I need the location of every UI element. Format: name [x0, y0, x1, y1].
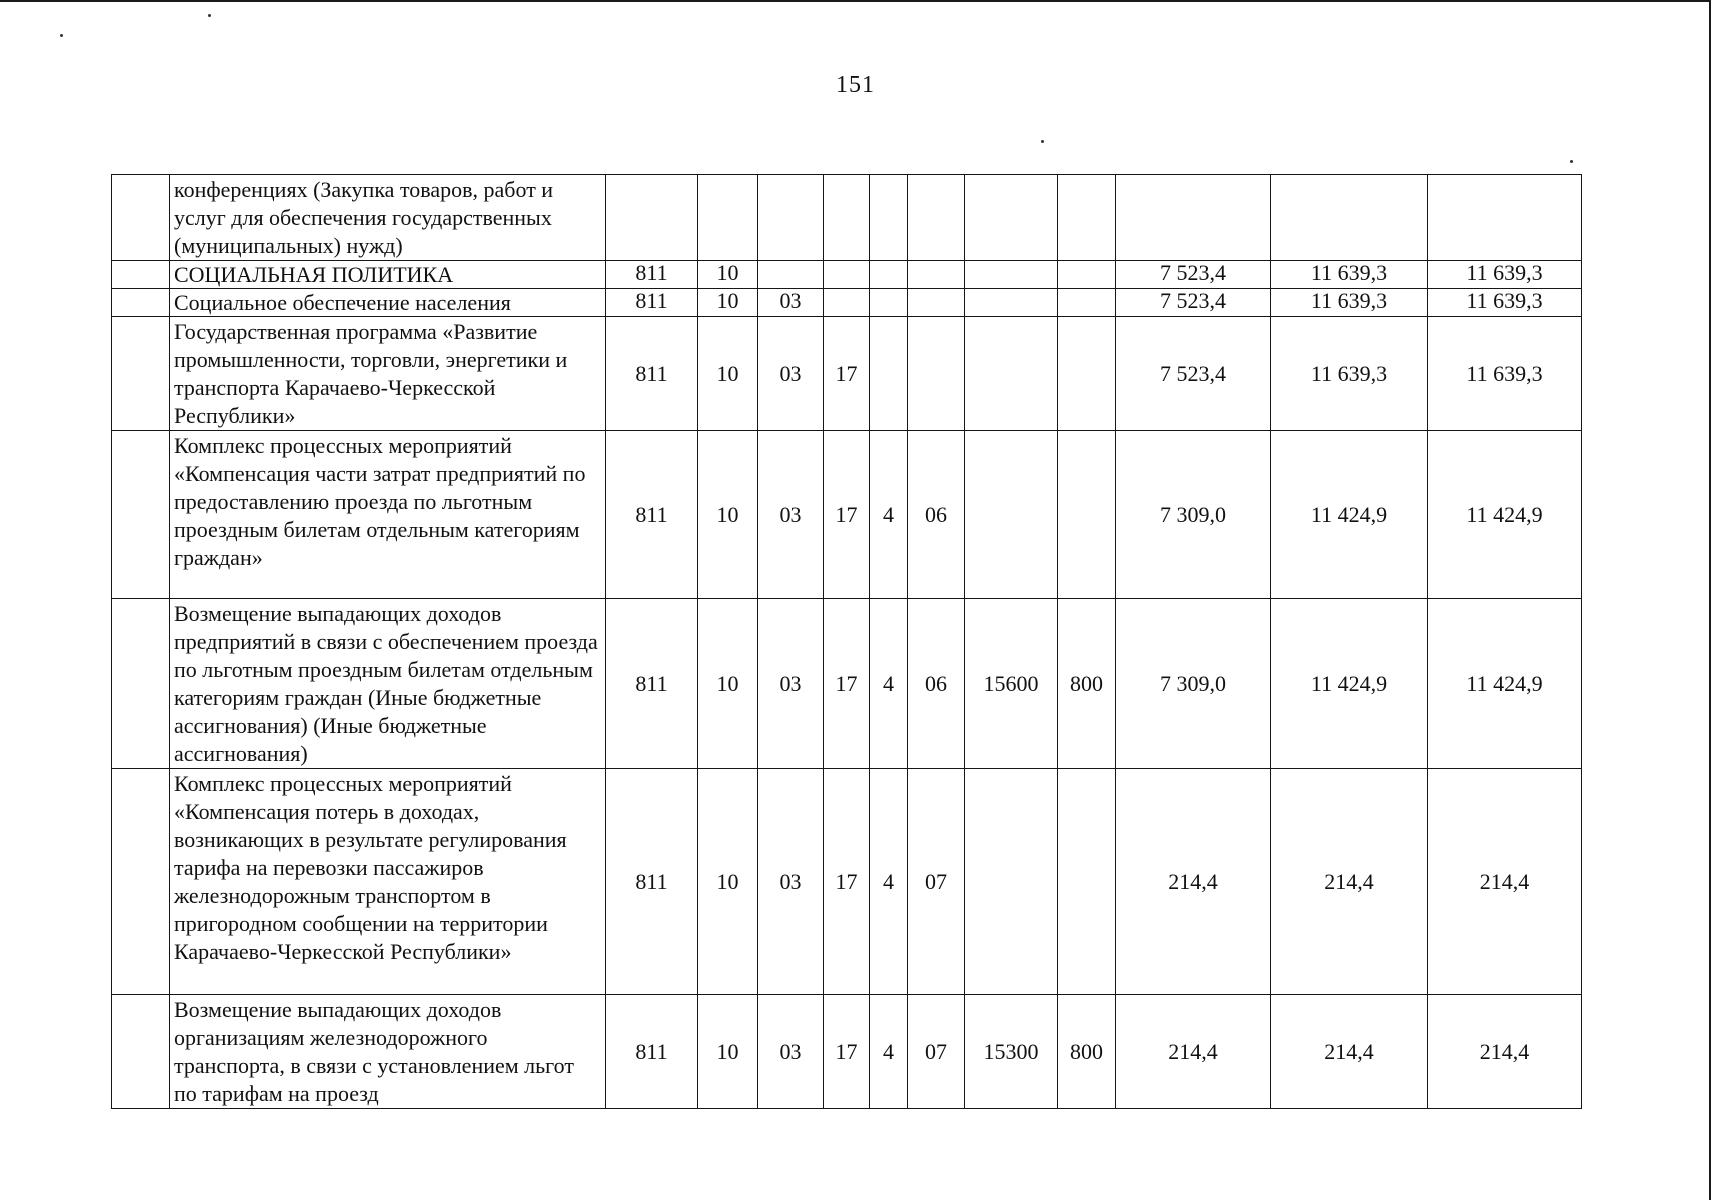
- amount-year3-cell: 11 639,3: [1428, 317, 1582, 431]
- amount-year2-cell: [1271, 175, 1428, 261]
- direction-cell: [965, 175, 1058, 261]
- amount-year3-cell: 11 639,3: [1428, 261, 1582, 289]
- item-name-cell: Возмещение выпадающих доходов предприятий в связи с обеспечением проезда по льготным проездным билетам отдельным категориям граждан (Иные бюджетные ассигнования) (Иные бюджетные ассигнования): [170, 599, 606, 769]
- amount-year2-cell: 11 639,3: [1271, 289, 1428, 317]
- amount-year3-cell: 11 639,3: [1428, 289, 1582, 317]
- amount-year3-cell: [1428, 175, 1582, 261]
- subsection-cell: [758, 261, 824, 289]
- section-cell: 10: [698, 995, 758, 1109]
- row-number-cell: [112, 995, 170, 1109]
- section-cell: 10: [698, 431, 758, 599]
- scan-speck: [1041, 140, 1044, 143]
- scan-speck: [60, 34, 63, 37]
- subsection-cell: 03: [758, 431, 824, 599]
- program-cell: [824, 175, 870, 261]
- program-cell: 17: [824, 599, 870, 769]
- program-cell: [824, 261, 870, 289]
- subprogram-cell: [870, 175, 908, 261]
- amount-year2-cell: 11 639,3: [1271, 317, 1428, 431]
- table-row: [112, 995, 1582, 1109]
- page-top-edge: [0, 0, 1711, 2]
- item-name-cell: Комплекс процессных мероприятий «Компенсация части затрат предприятий по предоставлению проезда по льготным проездным билетам отдельным категориям граждан»: [170, 431, 606, 599]
- amount-year3-cell: 11 424,9: [1428, 599, 1582, 769]
- row-number-cell: [112, 289, 170, 317]
- row-number-cell: [112, 769, 170, 995]
- amount-year1-cell: 7 309,0: [1116, 599, 1271, 769]
- subprogram-cell: [870, 317, 908, 431]
- subsection-cell: 03: [758, 289, 824, 317]
- direction-cell: [965, 769, 1058, 995]
- ministry-code-cell: 811: [606, 261, 698, 289]
- subsection-cell: [758, 175, 824, 261]
- amount-year1-cell: 7 309,0: [1116, 431, 1271, 599]
- table-row: [112, 431, 1582, 599]
- subsection-cell: 03: [758, 769, 824, 995]
- subsection-cell: 03: [758, 599, 824, 769]
- subprogram-cell: 4: [870, 431, 908, 599]
- program-cell: [824, 289, 870, 317]
- item-name-cell: Комплекс процессных мероприятий «Компенсация потерь в доходах, возникающих в результате регулирования тарифа на перевозки пассажиров железнодорожным транспортом в пригородном сообщении на территории Карачаево-Черкесской Республики»: [170, 769, 606, 995]
- amount-year1-cell: 7 523,4: [1116, 317, 1271, 431]
- budget-table: [111, 174, 1582, 1109]
- ministry-code-cell: [606, 175, 698, 261]
- activity-cell: [908, 175, 965, 261]
- expense-type-cell: [1058, 289, 1116, 317]
- item-name-cell: Возмещение выпадающих доходов организациям железнодорожного транспорта, в связи с установлением льгот по тарифам на проезд: [170, 995, 606, 1109]
- program-cell: 17: [824, 431, 870, 599]
- subprogram-cell: 4: [870, 769, 908, 995]
- subprogram-cell: 4: [870, 995, 908, 1109]
- activity-cell: 07: [908, 769, 965, 995]
- scan-speck: [208, 14, 211, 17]
- section-cell: 10: [698, 261, 758, 289]
- expense-type-cell: 800: [1058, 599, 1116, 769]
- table-row: [112, 261, 1582, 289]
- section-cell: [698, 175, 758, 261]
- amount-year2-cell: 214,4: [1271, 995, 1428, 1109]
- section-cell: 10: [698, 769, 758, 995]
- scan-speck: [1570, 160, 1573, 163]
- section-cell: 10: [698, 289, 758, 317]
- expense-type-cell: [1058, 175, 1116, 261]
- page-number: 151: [836, 72, 875, 98]
- item-name-cell: конференциях (Закупка товаров, работ и услуг для обеспечения государственных (муниципальных) нужд): [170, 175, 606, 261]
- amount-year2-cell: 11 639,3: [1271, 261, 1428, 289]
- program-cell: 17: [824, 317, 870, 431]
- item-name-cell: Социальное обеспечение населения: [170, 289, 606, 317]
- program-cell: 17: [824, 995, 870, 1109]
- amount-year3-cell: 214,4: [1428, 995, 1582, 1109]
- expense-type-cell: [1058, 261, 1116, 289]
- direction-cell: 15600: [965, 599, 1058, 769]
- subprogram-cell: 4: [870, 599, 908, 769]
- ministry-code-cell: 811: [606, 599, 698, 769]
- amount-year1-cell: 214,4: [1116, 995, 1271, 1109]
- subprogram-cell: [870, 261, 908, 289]
- ministry-code-cell: 811: [606, 289, 698, 317]
- amount-year3-cell: 214,4: [1428, 769, 1582, 995]
- expense-type-cell: [1058, 769, 1116, 995]
- section-cell: 10: [698, 599, 758, 769]
- activity-cell: [908, 261, 965, 289]
- direction-cell: 15300: [965, 995, 1058, 1109]
- table-row: [112, 599, 1582, 769]
- subsection-cell: 03: [758, 317, 824, 431]
- program-cell: 17: [824, 769, 870, 995]
- table-row: [112, 317, 1582, 431]
- amount-year2-cell: 214,4: [1271, 769, 1428, 995]
- expense-type-cell: [1058, 431, 1116, 599]
- activity-cell: 06: [908, 599, 965, 769]
- ministry-code-cell: 811: [606, 317, 698, 431]
- row-number-cell: [112, 317, 170, 431]
- amount-year3-cell: 11 424,9: [1428, 431, 1582, 599]
- activity-cell: [908, 289, 965, 317]
- table-row: [112, 289, 1582, 317]
- expense-type-cell: 800: [1058, 995, 1116, 1109]
- expense-type-cell: [1058, 317, 1116, 431]
- item-name-cell: СОЦИАЛЬНАЯ ПОЛИТИКА: [170, 261, 606, 289]
- activity-cell: 06: [908, 431, 965, 599]
- activity-cell: 07: [908, 995, 965, 1109]
- subsection-cell: 03: [758, 995, 824, 1109]
- amount-year1-cell: 7 523,4: [1116, 289, 1271, 317]
- ministry-code-cell: 811: [606, 769, 698, 995]
- row-number-cell: [112, 261, 170, 289]
- amount-year2-cell: 11 424,9: [1271, 599, 1428, 769]
- activity-cell: [908, 317, 965, 431]
- table-row: [112, 175, 1582, 261]
- direction-cell: [965, 261, 1058, 289]
- row-number-cell: [112, 175, 170, 261]
- subprogram-cell: [870, 289, 908, 317]
- row-number-cell: [112, 599, 170, 769]
- amount-year1-cell: 7 523,4: [1116, 261, 1271, 289]
- row-number-cell: [112, 431, 170, 599]
- amount-year1-cell: 214,4: [1116, 769, 1271, 995]
- direction-cell: [965, 431, 1058, 599]
- direction-cell: [965, 317, 1058, 431]
- table-row: [112, 769, 1582, 995]
- direction-cell: [965, 289, 1058, 317]
- amount-year1-cell: [1116, 175, 1271, 261]
- amount-year2-cell: 11 424,9: [1271, 431, 1428, 599]
- section-cell: 10: [698, 317, 758, 431]
- item-name-cell: Государственная программа «Развитие промышленности, торговли, энергетики и транспорта Карачаево-Черкесской Республики»: [170, 317, 606, 431]
- ministry-code-cell: 811: [606, 995, 698, 1109]
- ministry-code-cell: 811: [606, 431, 698, 599]
